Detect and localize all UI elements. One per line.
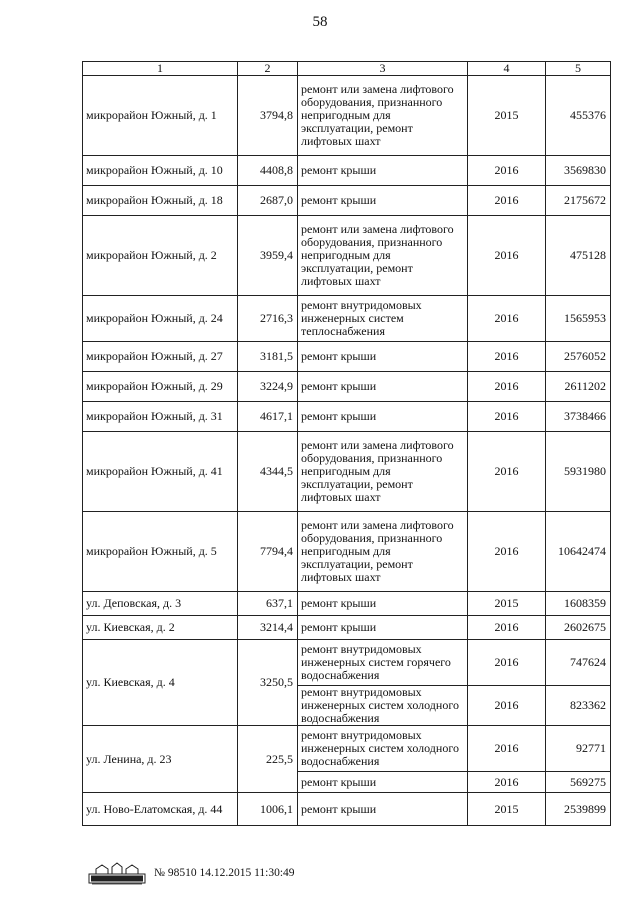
repair-schedule-table: [82, 61, 611, 826]
address-cell: ул. Ново-Елатомская, д. 44: [83, 793, 238, 826]
year-cell: 2016: [468, 432, 546, 512]
year-cell: 2016: [468, 402, 546, 432]
work-type-cell: ремонт крыши: [298, 772, 468, 793]
cost-cell: 455376: [546, 76, 611, 156]
work-type-cell: ремонт крыши: [298, 793, 468, 826]
year-cell: 2016: [468, 296, 546, 342]
cost-cell: 747624: [546, 640, 611, 686]
area-cell: 1006,1: [238, 793, 298, 826]
address-cell: ул. Киевская, д. 2: [83, 616, 238, 640]
year-cell: 2016: [468, 186, 546, 216]
address-cell: микрорайон Южный, д. 41: [83, 432, 238, 512]
area-cell: 4617,1: [238, 402, 298, 432]
cost-cell: 3738466: [546, 402, 611, 432]
column-header: 3: [298, 62, 468, 76]
area-cell: 7794,4: [238, 512, 298, 592]
cost-cell: 475128: [546, 216, 611, 296]
address-cell: микрорайон Южный, д. 18: [83, 186, 238, 216]
work-type-cell: ремонт или замена лифтового оборудования, признанного непригодным для эксплуатации, ремонт лифтовых шахт: [298, 76, 468, 156]
address-cell: ул. Киевская, д. 4: [83, 640, 238, 726]
table-row: [83, 156, 611, 186]
work-type-cell: ремонт внутридомовых инженерных систем холодного водоснабжения: [298, 726, 468, 772]
year-cell: 2016: [468, 772, 546, 793]
area-cell: 3959,4: [238, 216, 298, 296]
area-cell: 3794,8: [238, 76, 298, 156]
year-cell: 2016: [468, 372, 546, 402]
table-row: [83, 402, 611, 432]
year-cell: 2015: [468, 76, 546, 156]
area-cell: 2716,3: [238, 296, 298, 342]
cost-cell: 1565953: [546, 296, 611, 342]
cost-cell: 2539899: [546, 793, 611, 826]
work-type-cell: ремонт или замена лифтового оборудования, признанного непригодным для эксплуатации, ремонт лифтовых шахт: [298, 216, 468, 296]
table-row: [83, 640, 611, 686]
work-type-cell: ремонт внутридомовых инженерных систем холодного водоснабжения: [298, 686, 468, 726]
column-header: 2: [238, 62, 298, 76]
address-cell: микрорайон Южный, д. 24: [83, 296, 238, 342]
cost-cell: 5931980: [546, 432, 611, 512]
address-cell: микрорайон Южный, д. 10: [83, 156, 238, 186]
area-cell: 3224,9: [238, 372, 298, 402]
table-row: [83, 616, 611, 640]
year-cell: 2015: [468, 592, 546, 616]
area-cell: 225,5: [238, 726, 298, 793]
cost-cell: 569275: [546, 772, 611, 793]
area-cell: 637,1: [238, 592, 298, 616]
page-number: 58: [312, 14, 328, 30]
address-cell: микрорайон Южный, д. 1: [83, 76, 238, 156]
year-cell: 2016: [468, 342, 546, 372]
work-type-cell: ремонт крыши: [298, 372, 468, 402]
column-header: 4: [468, 62, 546, 76]
cost-cell: 2576052: [546, 342, 611, 372]
table-row: [83, 592, 611, 616]
area-cell: 4344,5: [238, 432, 298, 512]
garant-stamp-logo: [88, 861, 146, 885]
table-row: [83, 793, 611, 826]
table-row: [83, 432, 611, 512]
area-cell: 3214,4: [238, 616, 298, 640]
area-cell: 3250,5: [238, 640, 298, 726]
address-cell: микрорайон Южный, д. 2: [83, 216, 238, 296]
work-type-cell: ремонт крыши: [298, 156, 468, 186]
cost-cell: 3569830: [546, 156, 611, 186]
table-row: [83, 186, 611, 216]
cost-cell: 2175672: [546, 186, 611, 216]
area-cell: 2687,0: [238, 186, 298, 216]
footer: [88, 861, 295, 885]
cost-cell: 92771: [546, 726, 611, 772]
year-cell: 2016: [468, 726, 546, 772]
table-row: [83, 342, 611, 372]
work-type-cell: ремонт крыши: [298, 342, 468, 372]
cost-cell: 10642474: [546, 512, 611, 592]
area-cell: 3181,5: [238, 342, 298, 372]
cost-cell: 823362: [546, 686, 611, 726]
address-cell: микрорайон Южный, д. 27: [83, 342, 238, 372]
table-row: [83, 216, 611, 296]
table-row: [83, 296, 611, 342]
table-row: [83, 512, 611, 592]
work-type-cell: ремонт внутридомовых инженерных систем горячего водоснабжения: [298, 640, 468, 686]
column-header: 5: [546, 62, 611, 76]
year-cell: 2016: [468, 512, 546, 592]
table-row: [83, 372, 611, 402]
year-cell: 2016: [468, 216, 546, 296]
address-cell: ул. Деповская, д. 3: [83, 592, 238, 616]
cost-cell: 1608359: [546, 592, 611, 616]
work-type-cell: ремонт или замена лифтового оборудования, признанного непригодным для эксплуатации, ремонт лифтовых шахт: [298, 432, 468, 512]
table-row: [83, 76, 611, 156]
year-cell: 2016: [468, 156, 546, 186]
table-header-row: [83, 62, 611, 76]
work-type-cell: ремонт или замена лифтового оборудования, признанного непригодным для эксплуатации, ремонт лифтовых шахт: [298, 512, 468, 592]
year-cell: 2016: [468, 616, 546, 640]
year-cell: 2015: [468, 793, 546, 826]
work-type-cell: ремонт внутридомовых инженерных систем теплоснабжения: [298, 296, 468, 342]
address-cell: ул. Ленина, д. 23: [83, 726, 238, 793]
work-type-cell: ремонт крыши: [298, 186, 468, 216]
work-type-cell: ремонт крыши: [298, 592, 468, 616]
address-cell: микрорайон Южный, д. 5: [83, 512, 238, 592]
address-cell: микрорайон Южный, д. 29: [83, 372, 238, 402]
cost-cell: 2602675: [546, 616, 611, 640]
work-type-cell: ремонт крыши: [298, 402, 468, 432]
area-cell: 4408,8: [238, 156, 298, 186]
work-type-cell: ремонт крыши: [298, 616, 468, 640]
year-cell: 2016: [468, 686, 546, 726]
column-header: 1: [83, 62, 238, 76]
table-row: [83, 726, 611, 772]
cost-cell: 2611202: [546, 372, 611, 402]
address-cell: микрорайон Южный, д. 31: [83, 402, 238, 432]
year-cell: 2016: [468, 640, 546, 686]
document-stamp: № 98510 14.12.2015 11:30:49: [154, 867, 295, 879]
